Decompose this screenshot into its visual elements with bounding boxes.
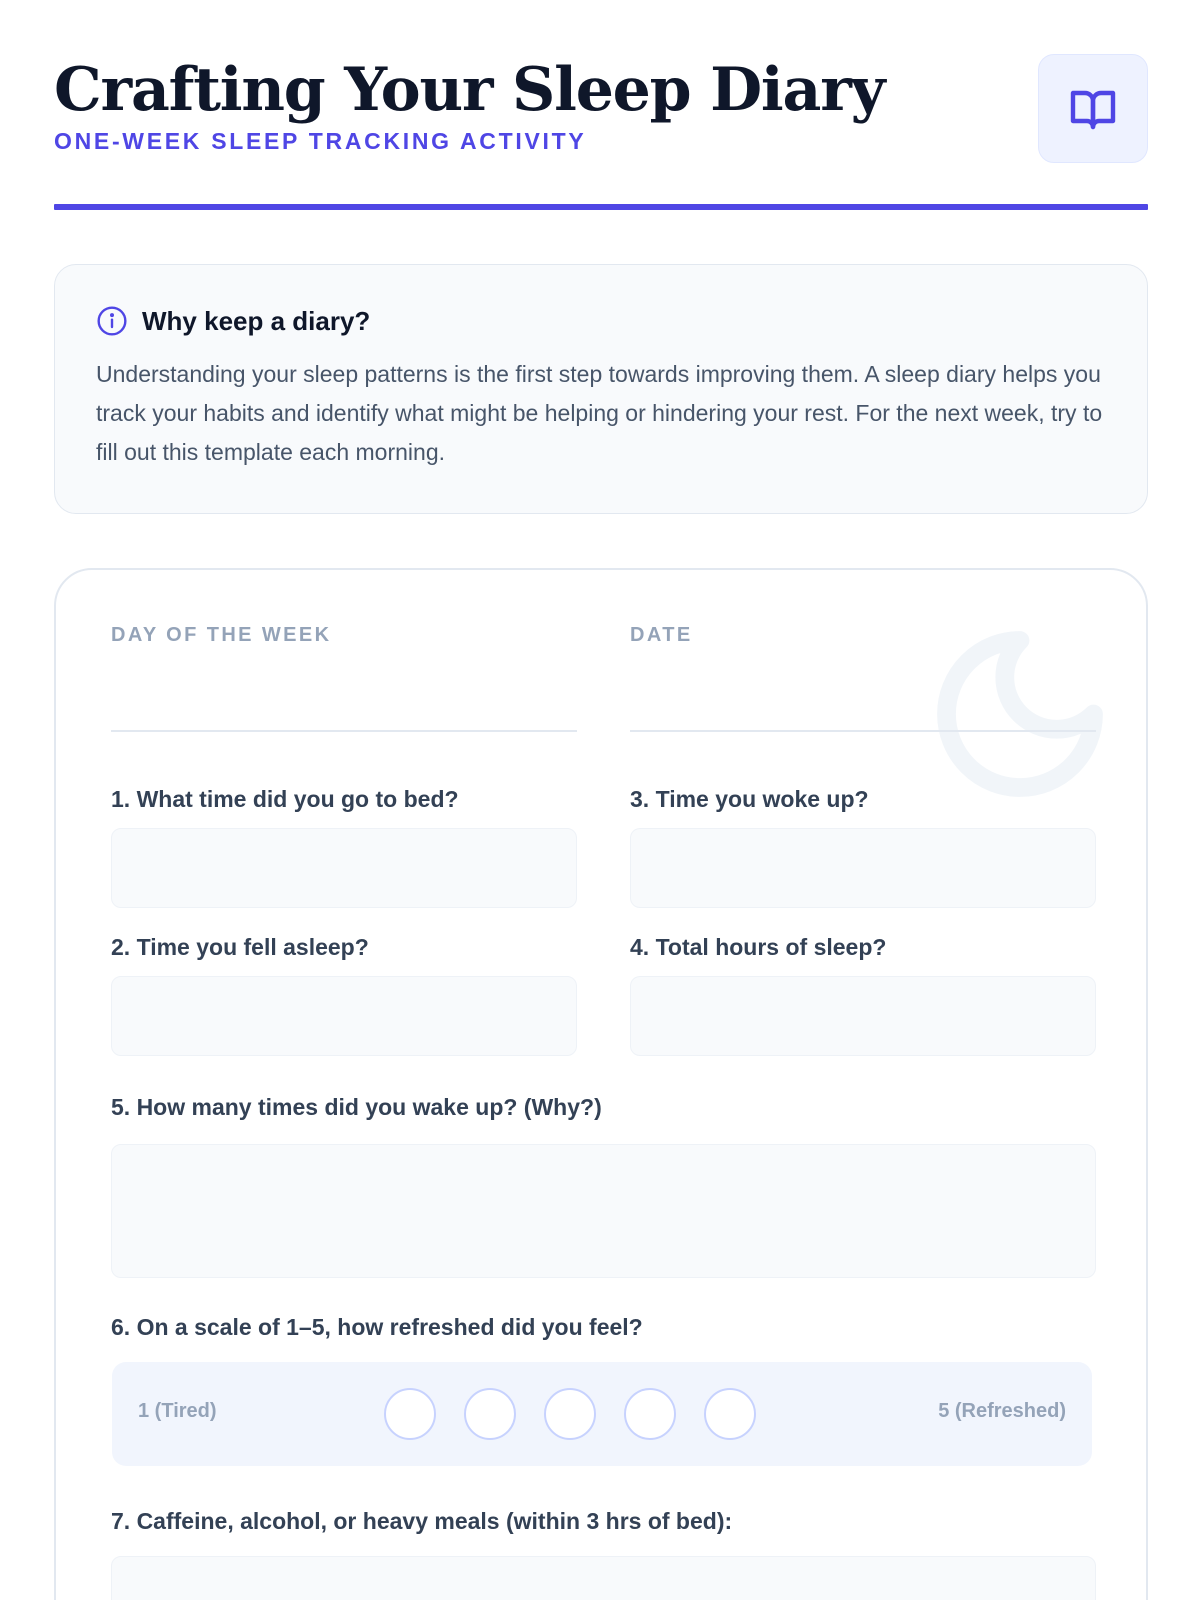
bedtime-field[interactable] <box>111 828 577 908</box>
total-hours-field[interactable] <box>630 976 1096 1056</box>
date-input[interactable] <box>630 730 1096 732</box>
scale-option-1[interactable] <box>384 1388 436 1440</box>
scale-high-label: 5 (Refreshed) <box>938 1400 1066 1422</box>
wake-time-field[interactable] <box>630 828 1096 908</box>
scale-option-3[interactable] <box>544 1388 596 1440</box>
info-icon <box>96 305 128 337</box>
question-bedtime: 1. What time did you go to bed? <box>111 786 459 812</box>
scale-low-label: 1 (Tired) <box>138 1400 217 1422</box>
question-wake-ups: 5. How many times did you wake up? (Why?) <box>111 1094 602 1120</box>
scale-option-2[interactable] <box>464 1388 516 1440</box>
question-fell-asleep: 2. Time you fell asleep? <box>111 934 369 960</box>
moon-icon <box>922 616 1118 812</box>
info-heading <box>96 305 1107 337</box>
info-title: Why keep a diary? <box>142 305 371 336</box>
scale-option-5[interactable] <box>704 1388 756 1440</box>
question-total-hours: 4. Total hours of sleep? <box>630 934 887 960</box>
fell-asleep-field[interactable] <box>111 976 577 1056</box>
day-input[interactable] <box>111 730 577 732</box>
refreshed-scale <box>112 1362 1092 1466</box>
scale-option-4[interactable] <box>624 1388 676 1440</box>
caffeine-field[interactable] <box>111 1556 1096 1600</box>
page-title: Crafting Your Sleep Diary <box>54 55 885 125</box>
question-wake-time: 3. Time you woke up? <box>630 786 869 812</box>
wake-ups-field[interactable] <box>111 1144 1096 1278</box>
header-divider <box>54 204 1148 210</box>
question-caffeine: 7. Caffeine, alcohol, or heavy meals (within 3 hrs of bed): <box>111 1508 733 1534</box>
day-label: DAY OF THE WEEK <box>111 624 332 646</box>
book-button[interactable] <box>1038 54 1148 163</box>
page-subtitle: ONE-WEEK SLEEP TRACKING ACTIVITY <box>54 128 587 154</box>
page-header <box>54 54 1148 164</box>
book-open-icon <box>1067 85 1119 133</box>
question-refreshed: 6. On a scale of 1–5, how refreshed did you feel? <box>111 1314 643 1340</box>
date-label: DATE <box>630 624 693 646</box>
info-callout <box>54 264 1148 514</box>
info-text: Understanding your sleep patterns is the first step towards improving them. A sleep diary helps you track your habits and identify what might be helping or hindering your rest. For the next week, try to fill out this template each morning. <box>96 361 1103 465</box>
diary-card <box>54 568 1148 1600</box>
